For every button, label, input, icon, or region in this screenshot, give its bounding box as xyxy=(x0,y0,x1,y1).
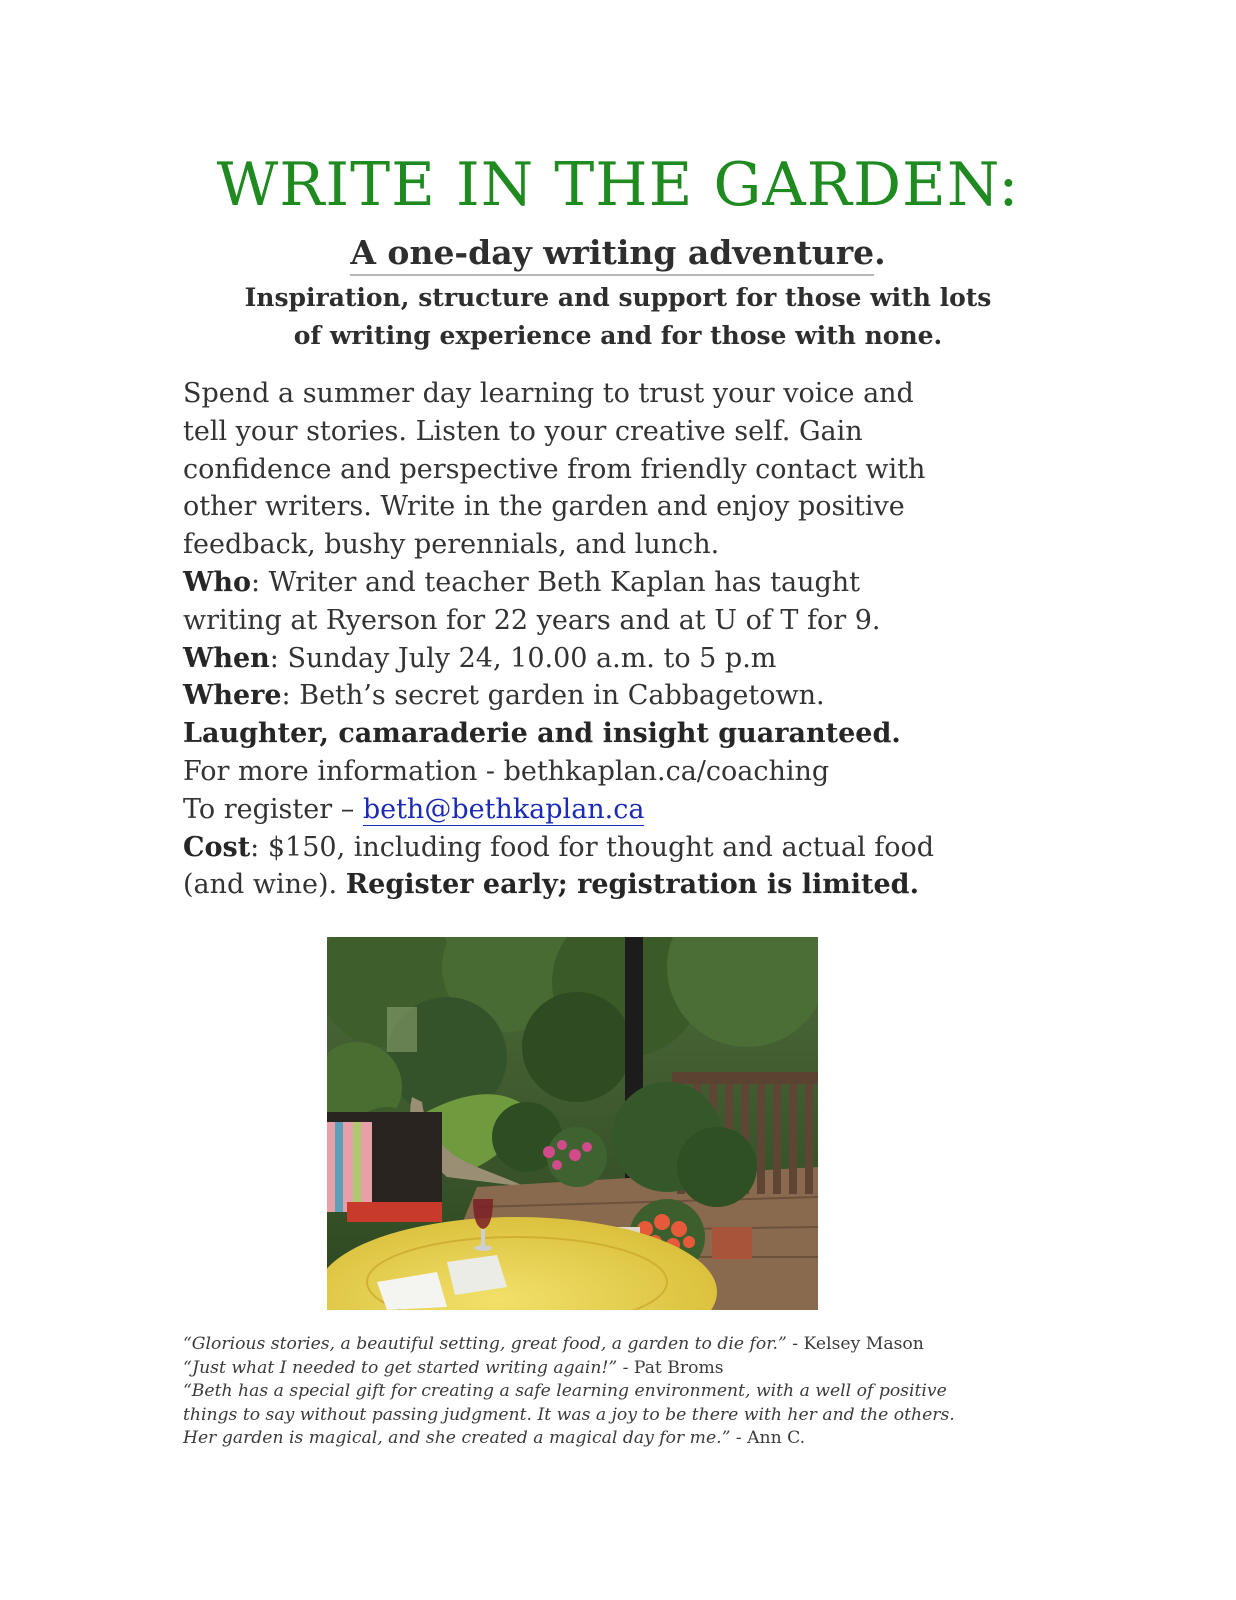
testimonial-quote: “Just what I needed to get started writing again!” xyxy=(183,1357,623,1378)
when-line xyxy=(183,640,1063,678)
who-line xyxy=(183,564,1063,602)
testimonials xyxy=(183,1333,1063,1451)
testimonial-line xyxy=(183,1427,1063,1451)
where-line xyxy=(183,677,1063,715)
cost-text: : $150, including food for thought and actual food xyxy=(250,831,935,863)
register-line xyxy=(183,791,1063,829)
who-text: : Writer and teacher Beth Kaplan has taught xyxy=(250,566,860,598)
register-early-text: Register early; registration is limited. xyxy=(345,869,919,901)
where-label: Where xyxy=(183,680,282,712)
description-line: feedback, bushy perennials, and lunch. xyxy=(183,529,720,561)
more-info-line: For more information - bethkaplan.ca/coaching xyxy=(183,755,830,787)
register-prefix: To register – xyxy=(183,793,363,825)
subtitle-text: A one-day writing adventure xyxy=(350,233,874,276)
cost-label: Cost xyxy=(183,831,251,863)
testimonial-quote: “Beth has a special gift for creating a safe learning environment, with a well of positive xyxy=(183,1381,947,1401)
garden-photo-illustration xyxy=(327,937,818,1310)
testimonial xyxy=(183,1357,1063,1381)
when-text: : Sunday July 24, 10.00 a.m. to 5 p.m xyxy=(269,642,777,674)
testimonial-line xyxy=(183,1404,1063,1428)
guarantee-text: Laughter, camaraderie and insight guaranteed. xyxy=(183,718,901,750)
guarantee-line xyxy=(183,715,1063,753)
testimonial-author: - Pat Broms xyxy=(622,1357,724,1378)
where-text: : Beth’s secret garden in Cabbagetown. xyxy=(281,680,825,712)
description-line: other writers. Write in the garden and enjoy positive xyxy=(183,491,905,523)
register-email-link[interactable]: beth@bethkaplan.ca xyxy=(362,793,645,825)
testimonial xyxy=(183,1333,1063,1357)
tagline-line-1: Inspiration, structure and support for those with lots xyxy=(244,283,992,312)
when-label: When xyxy=(183,642,270,674)
description-line: tell your stories. Listen to your creative self. Gain xyxy=(183,415,863,447)
tagline xyxy=(0,279,1236,355)
who-label: Who xyxy=(183,566,251,598)
garden-photo xyxy=(327,937,818,1310)
subtitle-period: . xyxy=(874,233,886,272)
page-title: WRITE IN THE GARDEN: xyxy=(216,150,1020,220)
who-line-2: writing at Ryerson for 22 years and at U of T for 9. xyxy=(183,604,881,636)
testimonial-quote: things to say without passing judgment. It was a joy to be there with her and the others. xyxy=(183,1404,955,1425)
testimonial-quote: “Glorious stories, a beautiful setting, great food, a garden to die for.” xyxy=(183,1334,787,1354)
cost-text-plain: (and wine). xyxy=(183,869,346,901)
cost-line-2 xyxy=(183,866,1063,904)
testimonial-author: - Kelsey Mason xyxy=(786,1334,924,1354)
testimonial-line xyxy=(183,1380,1063,1404)
cost-line xyxy=(183,829,1063,867)
description-line: confidence and perspective from friendly contact with xyxy=(183,453,926,485)
subtitle xyxy=(0,233,1236,272)
testimonial-quote: Her garden is magical, and she created a magical day for me.” xyxy=(183,1428,731,1448)
testimonial-author: - Ann C. xyxy=(730,1428,806,1448)
event-details xyxy=(183,375,1063,904)
description-line: Spend a summer day learning to trust your voice and xyxy=(183,378,914,409)
tagline-line-2: of writing experience and for those with none. xyxy=(293,321,943,350)
